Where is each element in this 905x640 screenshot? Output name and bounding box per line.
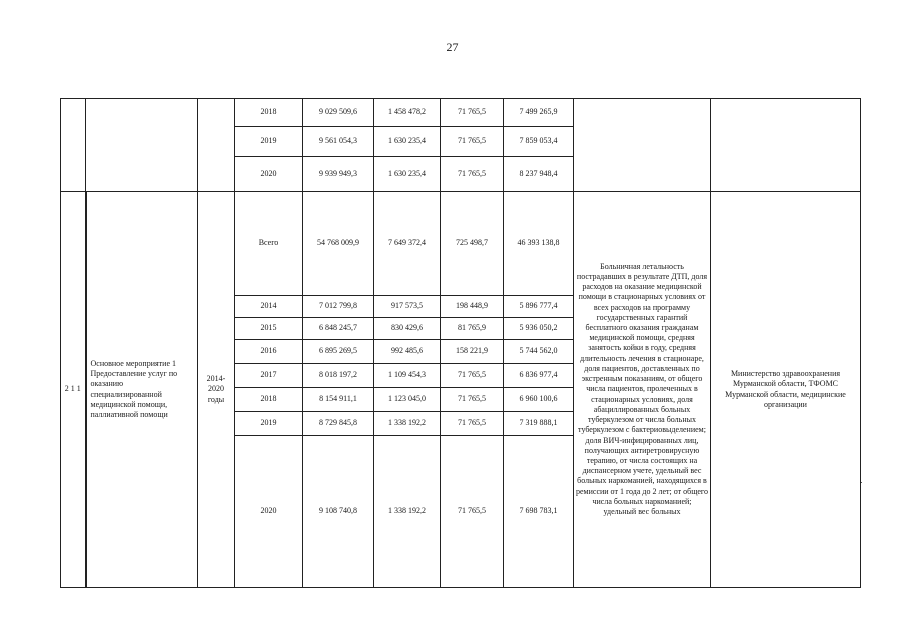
total-cell: 6 848 245,7: [303, 318, 374, 340]
year-cell: 2018: [235, 388, 303, 412]
total-cell: 8 018 197,2: [303, 364, 374, 388]
year-cell: 2019: [235, 412, 303, 436]
total-cell: 9 108 740,8: [303, 436, 374, 588]
total-cell: 9 939 949,3: [303, 157, 374, 192]
activity-period: 2014-2020 годы: [198, 192, 235, 588]
scan-speck: [861, 482, 862, 483]
table-row: [61, 192, 861, 296]
value-cell: 71 765,5: [441, 99, 504, 127]
value-cell: 71 765,5: [441, 127, 504, 157]
page-number: 27: [446, 40, 459, 54]
program-table: [60, 98, 861, 588]
value-cell: 198 448,9: [441, 296, 504, 318]
year-cell: 2014: [235, 296, 303, 318]
value-cell: 71 765,5: [441, 388, 504, 412]
total-cell: 54 768 009,9: [303, 192, 374, 296]
value-cell: 7 859 053,4: [504, 127, 574, 157]
value-cell: 158 221,9: [441, 340, 504, 364]
activity-name-cell: [86, 192, 198, 588]
value-cell: 5 936 050,2: [504, 318, 574, 340]
year-cell: 2017: [235, 364, 303, 388]
value-cell: 5 744 562,0: [504, 340, 574, 364]
year-cell: Всего: [235, 192, 303, 296]
value-cell: 1 109 454,3: [374, 364, 441, 388]
year-cell: 2019: [235, 127, 303, 157]
executors-text: Министерство здравоохранения Мурманской области, ТФОМС Мурманской области, медицинские организации: [711, 192, 861, 588]
value-cell: 7 698 783,1: [504, 436, 574, 588]
value-cell: 830 429,6: [374, 318, 441, 340]
total-cell: 9 029 509,6: [303, 99, 374, 127]
value-cell: 5 896 777,4: [504, 296, 574, 318]
value-cell: 71 765,5: [441, 364, 504, 388]
value-cell: 1 630 235,4: [374, 157, 441, 192]
year-cell: 2020: [235, 436, 303, 588]
value-cell: 8 237 948,4: [504, 157, 574, 192]
total-cell: 7 012 799,8: [303, 296, 374, 318]
value-cell: 71 765,5: [441, 412, 504, 436]
table-row: [61, 99, 861, 127]
value-cell: 992 485,6: [374, 340, 441, 364]
empty-indicator-cell: [574, 99, 711, 192]
value-cell: 1 338 192,2: [374, 436, 441, 588]
value-cell: 71 765,5: [441, 436, 504, 588]
value-cell: 1 630 235,4: [374, 127, 441, 157]
value-cell: 81 765,9: [441, 318, 504, 340]
activity-name: Основное мероприятие 1 Предоставление услуг по оказанию специализированной медицинской помощи, паллиативной помощи: [90, 358, 178, 419]
total-cell: 8 729 845,8: [303, 412, 374, 436]
value-cell: 1 458 478,2: [374, 99, 441, 127]
value-cell: 917 573,5: [374, 296, 441, 318]
value-cell: 6 836 977,4: [504, 364, 574, 388]
total-cell: 6 895 269,5: [303, 340, 374, 364]
empty-executor-cell: [711, 99, 861, 192]
year-cell: 2016: [235, 340, 303, 364]
value-cell: 725 498,7: [441, 192, 504, 296]
value-cell: 6 960 100,6: [504, 388, 574, 412]
value-cell: 1 123 045,0: [374, 388, 441, 412]
year-cell: 2020: [235, 157, 303, 192]
value-cell: 7 649 372,4: [374, 192, 441, 296]
value-cell: 71 765,5: [441, 157, 504, 192]
total-cell: 8 154 911,1: [303, 388, 374, 412]
value-cell: 7 499 265,9: [504, 99, 574, 127]
activity-number: 2 1 1: [61, 192, 86, 588]
year-cell: 2015: [235, 318, 303, 340]
empty-number-cell: [61, 99, 86, 192]
value-cell: 46 393 138,8: [504, 192, 574, 296]
total-cell: 9 561 054,3: [303, 127, 374, 157]
empty-name-cell: [86, 99, 198, 192]
year-cell: 2018: [235, 99, 303, 127]
empty-period-cell: [198, 99, 235, 192]
value-cell: 7 319 888,1: [504, 412, 574, 436]
indicators-text: Больничная летальность пострадавших в результате ДТП, доля расходов на оказание медицинской помощи в стационарных условиях от всех расходов на программу государственных гарантий бесплатного оказания гражданам медицинской помощи, средняя занятость койки в году, средняя длительность лечения в стационаре, доля пациентов, доставленных по экстренным показаниям, от общего числа пациентов, пролеченных в стационарных условиях, доля абациллированных больных туберкулезом от числа больных туберкулезом с бактериовыделением; доля ВИЧ-инфицированных лиц, получающих антиретровирусную терапию, от числа состоящих на диспансерном учете, удельный вес больных наркоманией, находящихся в ремиссии от 1 года до 2 лет; от общего числа больных наркоманией; удельный вес больных: [574, 192, 711, 588]
value-cell: 1 338 192,2: [374, 412, 441, 436]
